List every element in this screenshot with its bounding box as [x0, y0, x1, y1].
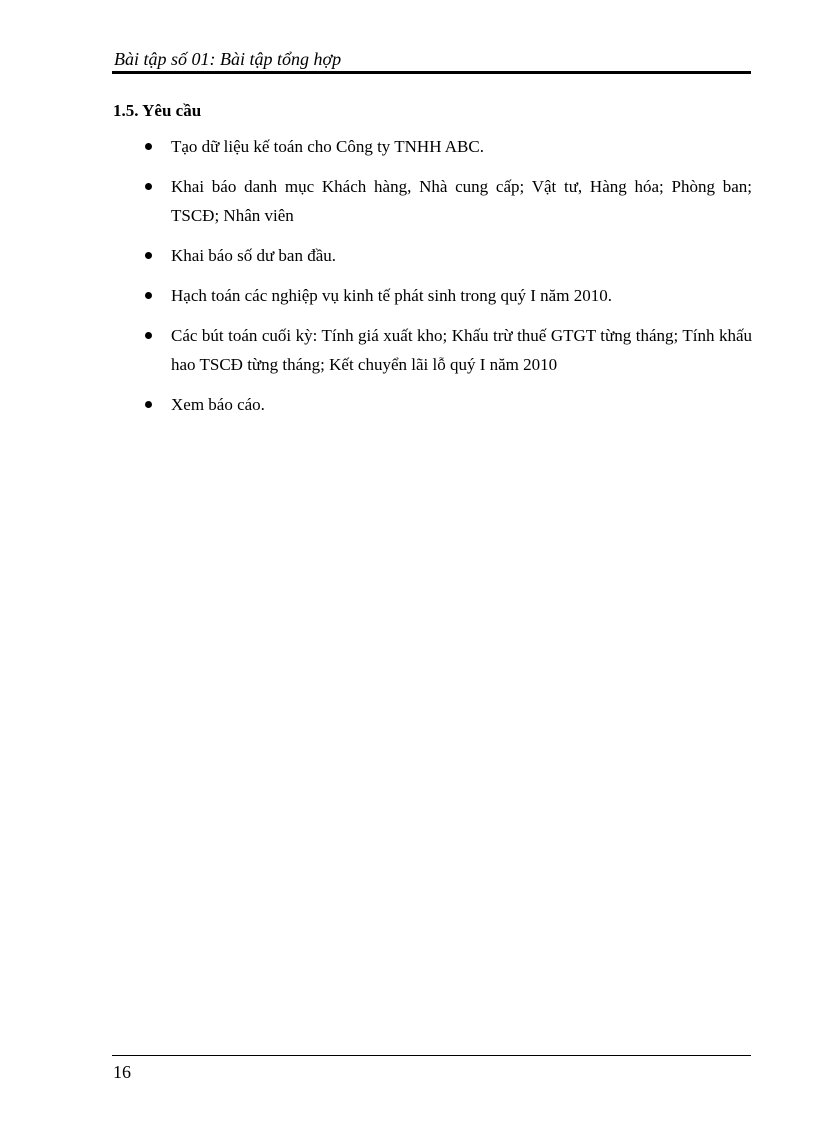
list-item-text: Các bút toán cuối kỳ: Tính giá xuất kho; Khấu trừ thuế GTGT từng tháng; Tính khấu hao TSCĐ từng tháng; Kết chuyển lãi lỗ quý I năm 2010: [171, 326, 752, 374]
list-item: [112, 390, 752, 419]
bullet-icon: [145, 252, 152, 259]
bullet-icon: [145, 401, 152, 408]
list-item: [112, 172, 752, 230]
list-item-text: Khai báo danh mục Khách hàng, Nhà cung cấp; Vật tư, Hàng hóa; Phòng ban; TSCĐ; Nhân viên: [171, 177, 752, 225]
page-header: [112, 48, 750, 74]
section-heading: 1.5. Yêu cầu: [113, 101, 202, 120]
header-divider: [112, 71, 751, 74]
list-item-text: Xem báo cáo.: [171, 395, 265, 414]
list-item: [112, 321, 752, 379]
bullet-icon: [145, 183, 152, 190]
requirements-list: [112, 132, 752, 419]
list-item-text: Tạo dữ liệu kế toán cho Công ty TNHH ABC.: [171, 137, 484, 156]
list-item-text: Khai báo số dư ban đầu.: [171, 246, 337, 265]
list-item: [112, 241, 752, 270]
header-title: Bài tập số 01: Bài tập tổng hợp: [114, 49, 342, 69]
list-item: [112, 132, 752, 161]
list-item-text: Hạch toán các nghiệp vụ kinh tế phát sinh trong quý I năm 2010.: [171, 286, 612, 305]
list-item: [112, 281, 752, 310]
bullet-icon: [145, 332, 152, 339]
page-content: [112, 99, 752, 430]
page-number: 16: [113, 1062, 131, 1082]
bullet-icon: [145, 143, 152, 150]
bullet-icon: [145, 292, 152, 299]
footer-divider: [112, 1055, 751, 1056]
